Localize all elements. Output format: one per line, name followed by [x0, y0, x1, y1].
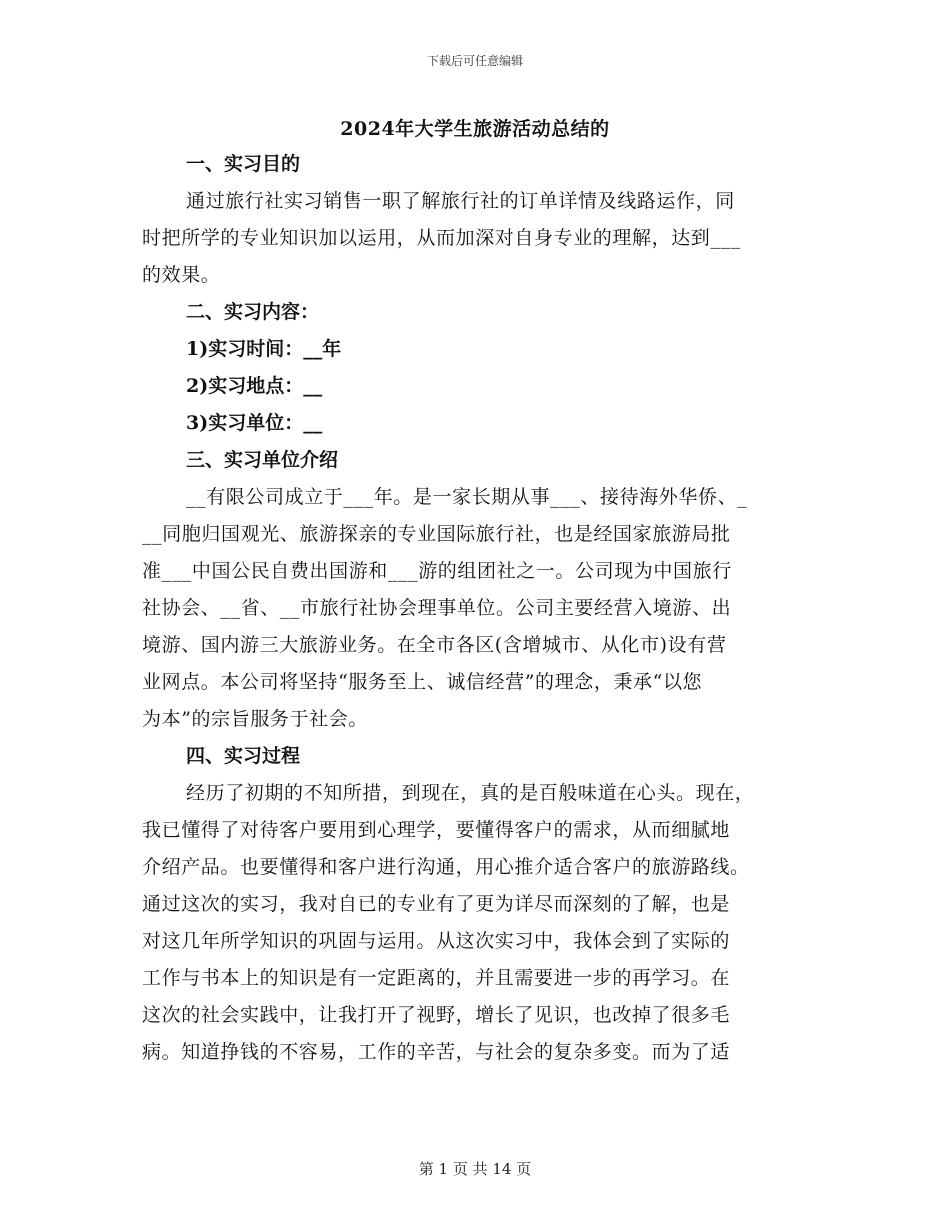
- paragraph-line: 经历了初期的不知所措，到现在，真的是百般味道在心头。现在，: [186, 782, 755, 804]
- paragraph-line: 工作与书本上的知识是有一定距离的，并且需要进一步的再学习。在: [142, 967, 731, 989]
- paragraph-line: 准___中国公民自费出国游和___游的组团社之一。公司现为中国旅行: [142, 560, 732, 582]
- paragraph-line: 时把所学的专业知识加以运用，从而加深对自身专业的理解，达到___: [142, 227, 741, 249]
- section-heading-process: 四、实习过程: [186, 745, 301, 767]
- paragraph-line: 社协会、__省、__市旅行社协会理事单位。公司主要经营入境游、出: [142, 597, 732, 619]
- paragraph-line: 病。知道挣钱的不容易，工作的辛苦，与社会的复杂多变。而为了适: [142, 1041, 731, 1063]
- list-item-time: 1)实习时间：__年: [186, 338, 342, 360]
- document-body: [142, 146, 808, 1071]
- paragraph-line: 介绍产品。也要懂得和客户进行沟通，用心推介适合客户的旅游路线。: [142, 856, 750, 878]
- section-paragraph-company-intro: [142, 479, 808, 738]
- paragraph-line: 通过旅行社实习销售一职了解旅行社的订单详情及线路运作，同: [186, 190, 735, 212]
- document-title: 2024年大学生旅游活动总结的: [340, 118, 610, 140]
- list-item-place: 2)实习地点：__: [186, 375, 323, 397]
- section-paragraph-purpose: [142, 183, 808, 294]
- paragraph-line: 业网点。本公司将坚持“服务至上、诚信经营”的理念，秉承“以您: [142, 671, 703, 693]
- paragraph-line: 的效果。: [142, 264, 221, 286]
- list-item-unit: 3)实习单位：__: [186, 412, 323, 434]
- page-number: 第 1 页 共 14 页: [418, 1160, 532, 1178]
- paragraph-line: 为本”的宗旨服务于社会。: [142, 708, 368, 730]
- paragraph-line: 对这几年所学知识的巩固与运用。从这次实习中，我体会到了实际的: [142, 930, 731, 952]
- paragraph-line: 通过这次的实习，我对自已的专业有了更为详尽而深刻的了解，也是: [142, 893, 731, 915]
- section-heading-company-intro: 三、实习单位介绍: [186, 449, 339, 471]
- paragraph-line: 境游、国内游三大旅游业务。在全市各区(含增城市、从化市)设有营: [142, 634, 727, 656]
- paragraph-line: __有限公司成立于___年。是一家长期从事___、接待海外华侨、_: [186, 486, 748, 508]
- section-heading-content: 二、实习内容：: [186, 301, 320, 323]
- paragraph-line: __同胞归国观光、旅游探亲的专业国际旅行社，也是经国家旅游局批: [142, 523, 731, 545]
- paragraph-line: 我已懂得了对待客户要用到心理学，要懂得客户的需求，从而细腻地: [142, 819, 731, 841]
- section-paragraph-process: [142, 775, 808, 1071]
- page-header-note: 下载后可任意编辑: [426, 54, 523, 68]
- paragraph-line: 这次的社会实践中，让我打开了视野，增长了见识，也改掉了很多毛: [142, 1004, 731, 1026]
- section-heading-purpose: 一、实习目的: [186, 153, 301, 175]
